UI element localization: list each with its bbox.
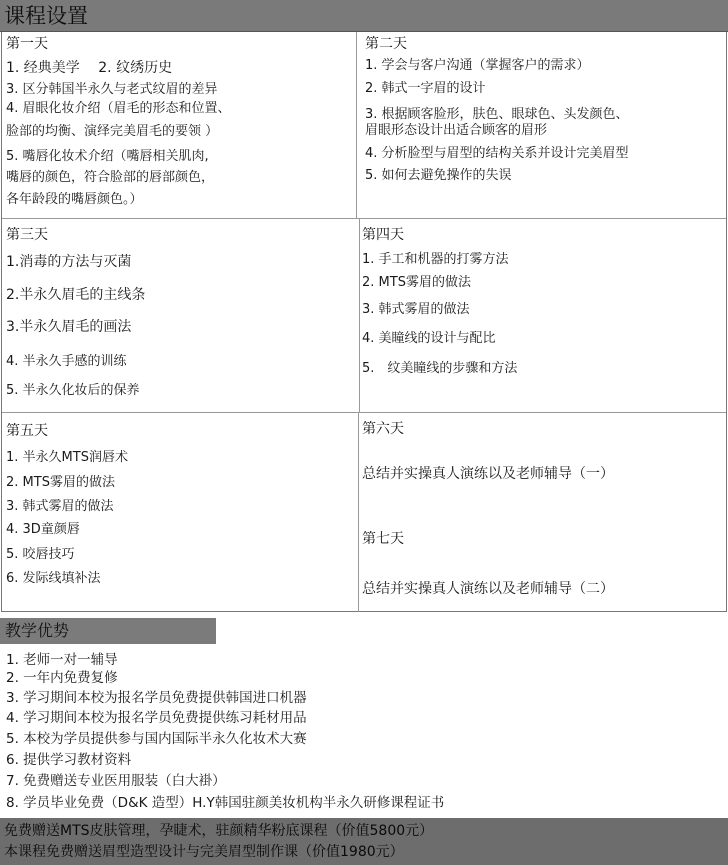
list-item: 3. 区分韩国半永久与老式纹眉的差异 <box>6 82 218 97</box>
list-item: 5. 纹美瞳线的步骤和方法 <box>362 361 518 376</box>
list-item: 2. MTS雾眉的做法 <box>362 275 471 290</box>
day-5-heading: 第五天 <box>6 423 48 439</box>
list-item: 4. 学习期间本校为报名学员免费提供练习耗材用品 <box>6 710 307 726</box>
day-4-heading: 第四天 <box>362 227 404 243</box>
schedule-grid <box>1 32 727 612</box>
list-item: 2. MTS雾眉的做法 <box>6 475 115 490</box>
list-item: 8. 学员毕业免费（D&K 造型）H.Y韩国驻颜美妆机构半永久研修课程证书 <box>6 795 445 811</box>
list-item: 1. 手工和机器的打雾方法 <box>362 252 509 267</box>
day-4-cell <box>362 226 724 410</box>
grid-divider <box>356 32 357 218</box>
list-item: 1. 学会与客户沟通（掌握客户的需求） <box>365 58 590 73</box>
list-item: 7. 免费赠送专业医用服装（白大褂） <box>6 773 226 789</box>
list-item: 2.半永久眉毛的主线条 <box>6 287 146 303</box>
list-item: 4. 美瞳线的设计与配比 <box>362 331 496 346</box>
list-item: 脸部的均衡、演绎完美眉毛的要领 ） <box>6 124 219 139</box>
list-item: 眉眼形态设计出适合顾客的眉形 <box>365 123 548 138</box>
footer-line: 本课程免费赠送眉型造型设计与完美眉型制作课（价值1980元） <box>4 844 404 860</box>
list-item: 5. 半永久化妆后的保养 <box>6 383 140 398</box>
advantages-title: 教学优势 <box>0 618 216 644</box>
page-title: 课程设置 <box>0 0 728 32</box>
list-item: 嘴唇的颜色，符合脸部的唇部颜色， <box>6 170 215 185</box>
list-item: 3. 根据顾客脸形，肤色、眼球色、头发颜色、 <box>365 107 629 122</box>
list-item: 总结并实操真人演练以及老师辅导（一） <box>362 466 614 482</box>
list-item: 5. 嘴唇化妆术介绍（嘴唇相关肌肉, <box>6 149 209 164</box>
list-item: 3. 韩式雾眉的做法 <box>6 499 114 514</box>
list-item: 3. 学习期间本校为报名学员免费提供韩国进口机器 <box>6 690 307 706</box>
list-item: 1. 半永久MTS润唇术 <box>6 450 128 465</box>
list-item: 4. 眉眼化妆介绍（眉毛的形态和位置、 <box>6 101 231 116</box>
list-item: 5. 咬唇技巧 <box>6 547 75 562</box>
day-2-cell <box>365 35 725 217</box>
list-item: 2. 一年内免费复修 <box>6 670 118 686</box>
list-item: 5. 如何去避免操作的失误 <box>365 168 512 183</box>
list-item: 4. 3D童颜唇 <box>6 522 80 537</box>
day-2-heading: 第二天 <box>365 36 407 52</box>
day-5-cell <box>6 422 356 610</box>
list-item: 总结并实操真人演练以及老师辅导（二） <box>362 581 614 597</box>
list-item: 1. 经典美学 2. 纹绣历史 <box>6 60 173 76</box>
list-item: 3. 韩式雾眉的做法 <box>362 302 470 317</box>
list-item: 各年龄段的嘴唇颜色。） <box>6 192 143 207</box>
day-6-7-cell <box>362 420 724 610</box>
list-item: 6. 提供学习教材资料 <box>6 752 132 768</box>
grid-divider <box>2 412 726 413</box>
day-6-heading: 第六天 <box>362 421 404 437</box>
grid-divider <box>359 218 360 412</box>
day-3-cell <box>6 226 356 410</box>
grid-divider <box>2 218 726 219</box>
day-7-heading: 第七天 <box>362 531 404 547</box>
list-item: 2. 韩式一字眉的设计 <box>365 81 486 96</box>
list-item: 1. 老师一对一辅导 <box>6 652 118 668</box>
grid-divider <box>358 412 359 612</box>
list-item: 3.半永久眉毛的画法 <box>6 319 132 335</box>
list-item: 5. 本校为学员提供参与国内国际半永久化妆术大赛 <box>6 731 307 747</box>
list-item: 4. 半永久手感的训练 <box>6 354 127 369</box>
footer-banner <box>0 818 728 865</box>
list-item: 4. 分析脸型与眉型的结构关系并设计完美眉型 <box>365 146 629 161</box>
footer-line: 免费赠送MTS皮肤管理，孕睫术，驻颜精华粉底课程（价值5800元） <box>4 823 434 839</box>
list-item: 6. 发际线填补法 <box>6 571 101 586</box>
day-3-heading: 第三天 <box>6 227 48 243</box>
day-1-cell <box>6 35 354 217</box>
list-item: 1.消毒的方法与灭菌 <box>6 254 132 270</box>
day-1-heading: 第一天 <box>6 36 48 52</box>
